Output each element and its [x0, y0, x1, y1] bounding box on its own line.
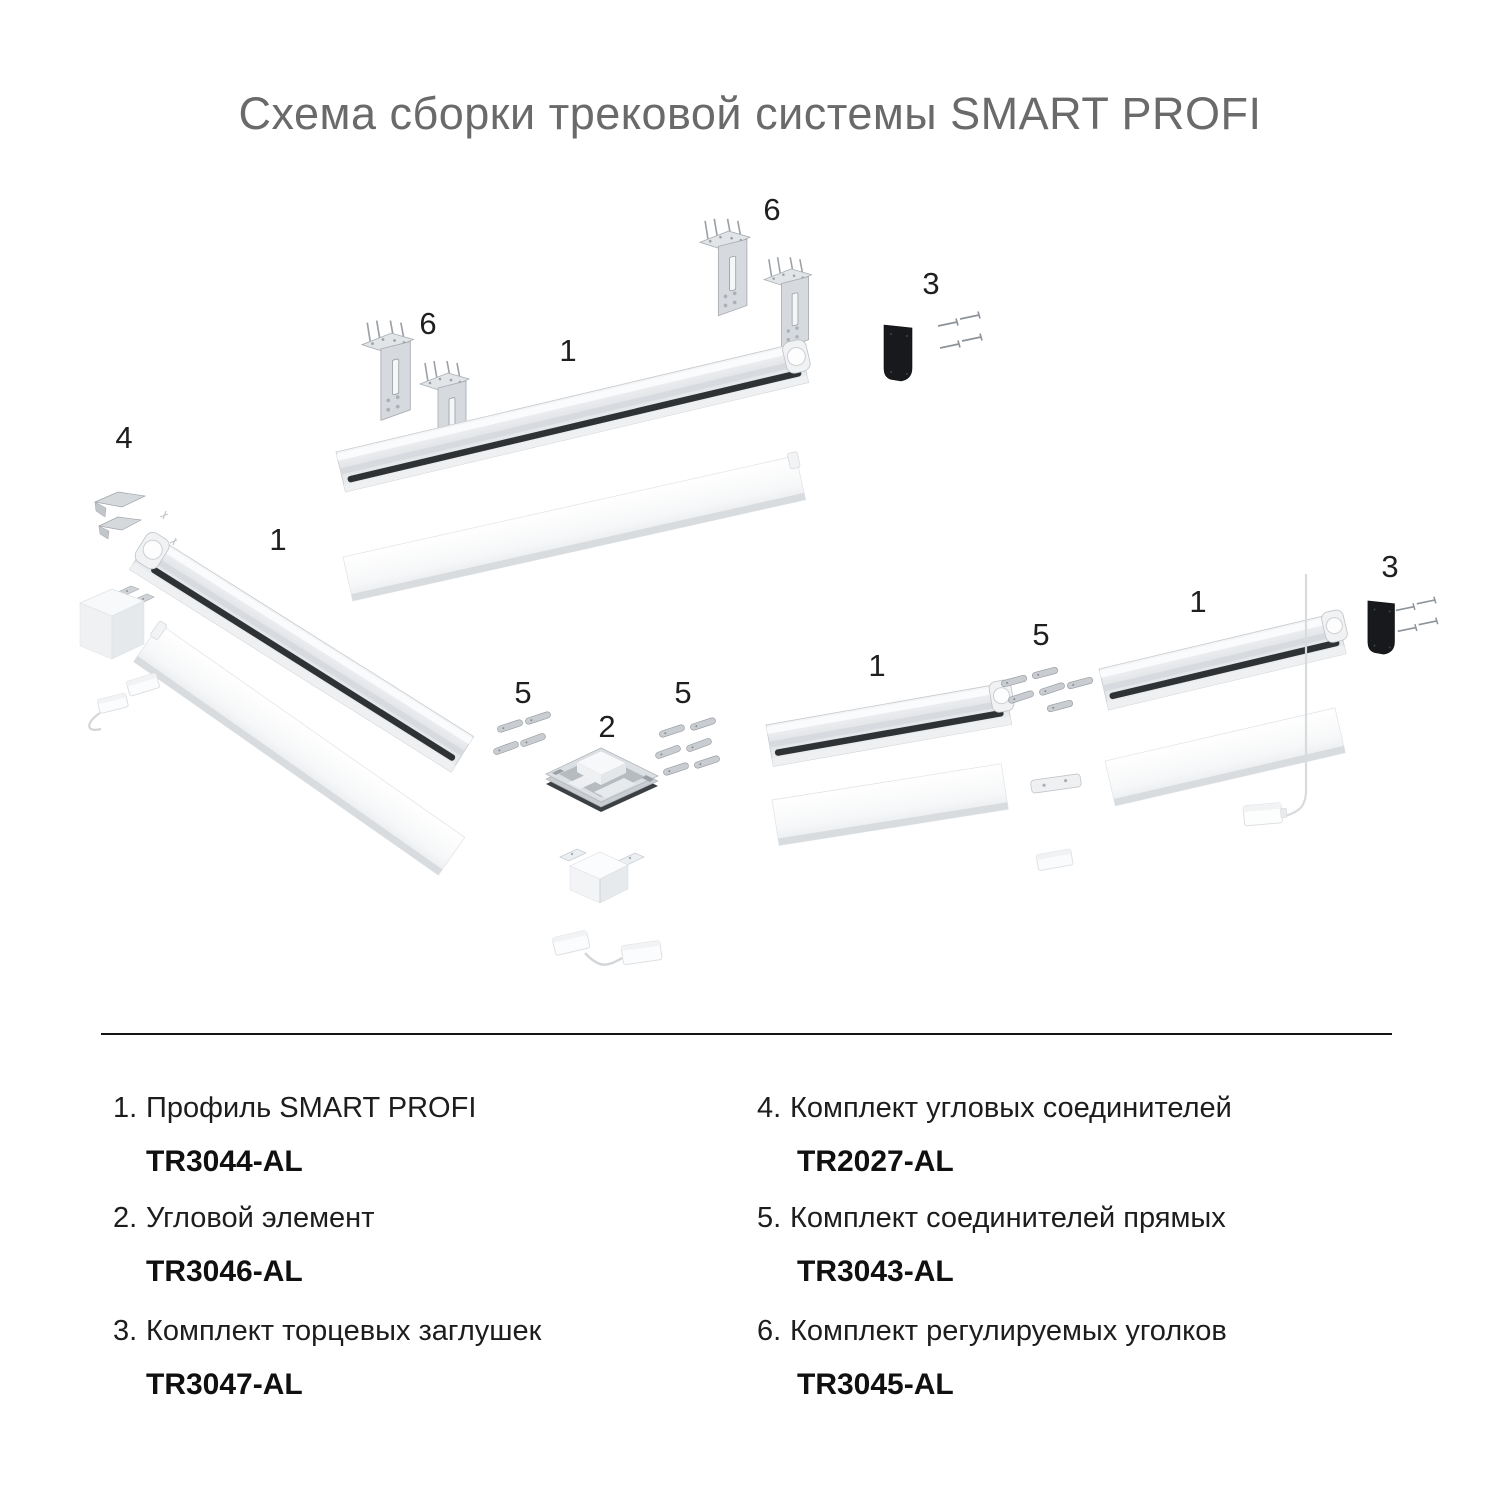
legend-item-5-name: 5. Комплект соединителей прямых — [757, 1202, 1226, 1234]
legend-item-4-name: 4. Комплект угловых соединителей — [757, 1092, 1232, 1124]
callout-plates-right: 5 — [674, 675, 692, 710]
corner-element — [546, 748, 658, 812]
legend-item-4-number: 4. — [757, 1092, 782, 1124]
callout-plates-middle: 5 — [1032, 617, 1050, 652]
callout-corner-connectors: 4 — [115, 420, 133, 455]
end-cap-right — [1368, 601, 1395, 654]
legend-item-1-code: TR3044-AL — [146, 1145, 303, 1178]
legend-item-3-number: 3. — [113, 1315, 138, 1347]
end-cap-top — [884, 325, 912, 381]
end-cap-screws-right — [1396, 597, 1438, 632]
straight-connector-plates-left — [493, 711, 552, 756]
straight-connector-plates-right — [655, 717, 721, 776]
divider-line — [101, 1033, 1392, 1035]
legend-item-1-name: 1. Профиль SMART PROFI — [113, 1092, 477, 1124]
legend-item-2-code: TR3046-AL — [146, 1255, 303, 1288]
connector-box-middle — [1036, 849, 1073, 871]
legend-item-5-number: 5. — [757, 1202, 782, 1234]
track-profile-middle — [765, 679, 1017, 766]
power-feed-cable — [1282, 574, 1306, 817]
corner-connector-kit — [95, 492, 177, 545]
page-title: Схема сборки трековой системы SMART PROFI — [238, 88, 1262, 139]
callout-profile-middle: 1 — [868, 648, 886, 683]
legend-item-6-number: 6. — [757, 1315, 782, 1347]
legend-item-5-code: TR3043-AL — [797, 1255, 954, 1288]
legend-item-2-number: 2. — [113, 1202, 138, 1234]
callout-endcap-right: 3 — [1381, 549, 1399, 584]
power-connector-left — [89, 673, 160, 730]
legend-item-3-code: TR3047-AL — [146, 1368, 303, 1401]
callout-profile-top: 1 — [559, 333, 577, 368]
joining-plate-flat — [1030, 774, 1081, 794]
track-diffuser-right — [1105, 708, 1345, 806]
legend-item-4-code: TR2027-AL — [797, 1145, 954, 1178]
callout-corner-element: 2 — [598, 709, 616, 744]
legend-item-6-name: 6. Комплект регулируемых уголков — [757, 1315, 1227, 1347]
legend-item-1-number: 1. — [113, 1092, 138, 1124]
track-diffuser-middle — [772, 764, 1008, 846]
callout-brackets-right: 6 — [763, 192, 781, 227]
legend-item-3-name: 3. Комплект торцевых заглушек — [113, 1315, 542, 1347]
corner-bracket-cover — [560, 849, 644, 903]
corner-power-jumper — [552, 930, 662, 965]
callout-profile-left: 1 — [269, 522, 287, 557]
ceiling-bracket-pair-right — [700, 219, 812, 350]
callout-brackets-left: 6 — [419, 306, 437, 341]
legend-item-6-code: TR3045-AL — [797, 1368, 954, 1401]
power-connector-right — [1243, 802, 1288, 826]
legend-item-2-name: 2. Угловой элемент — [113, 1202, 375, 1234]
track-profile-right — [1098, 609, 1352, 710]
callout-profile-right: 1 — [1189, 584, 1207, 619]
callout-plates-left: 5 — [514, 675, 532, 710]
straight-connector-plates-middle — [1001, 667, 1094, 713]
end-cap-screws-top — [938, 312, 982, 349]
callout-endcap-top: 3 — [922, 266, 940, 301]
